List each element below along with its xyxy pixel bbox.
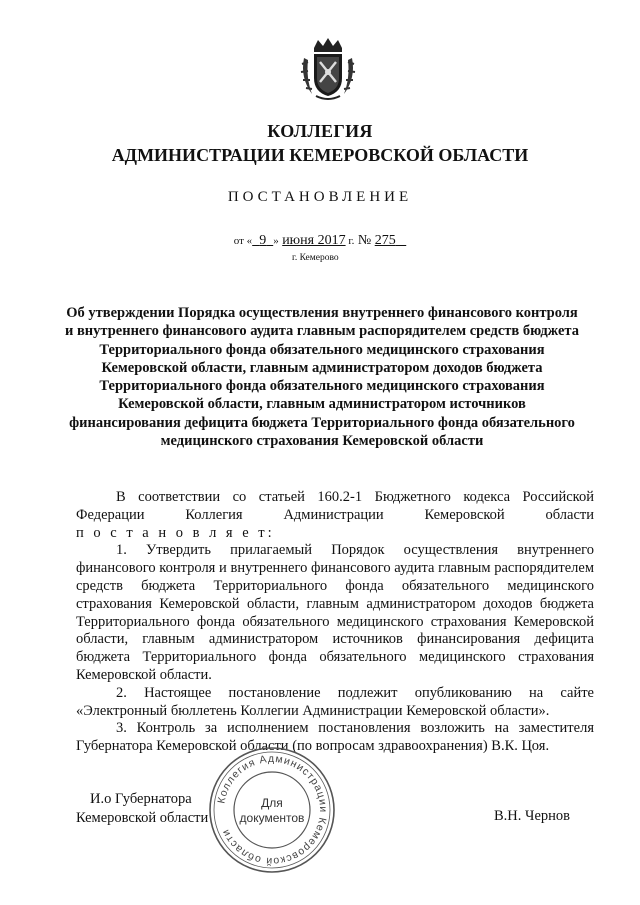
stamp-center-line2: документов: [239, 811, 305, 825]
document-month-year: июня 2017: [282, 233, 346, 248]
organization-name-line1: КОЛЛЕГИЯ: [267, 121, 373, 141]
organization-name-line2: АДМИНИСТРАЦИИ КЕМЕРОВСКОЙ ОБЛАСТИ: [111, 145, 529, 165]
resolves-line: п о с т а н о в л я е т:: [76, 524, 275, 541]
document-day: 9: [259, 233, 267, 248]
document-date-number: от « 9 » июня 2017 г. № 275: [0, 233, 640, 249]
stamp-ring-text: Коллегия Администрации Кемеровской области: [215, 752, 330, 868]
signatory-position: [76, 790, 208, 828]
document-number: 275: [374, 233, 396, 248]
document-type: ПОСТАНОВЛЕНИЕ: [227, 189, 413, 205]
item-1-paragraph: 1. Утвердить прилагаемый Порядок осуществления внутреннего финансового контроля и внутреннего финансового аудита главным распорядителем средств бюджета Территориального фонда обязательного медицинского страхования Кемеровской области, главным администратором доходов бюджета Территориального фонда обязательного медицинского страхования Кемеровской области, главным администратором источников финансирования дефицита бюджета Территориального фонда обязательного медицинского страхования Кемеровской области.: [76, 542, 594, 683]
signatory-name: В.Н. Чернов: [494, 808, 570, 824]
kemerovo-coat-of-arms-icon: [298, 38, 358, 102]
stamp-center-line1: Для: [261, 796, 283, 810]
document-body: [76, 489, 594, 756]
position-line2: Кемеровской области: [76, 810, 209, 826]
item-3-paragraph: 3. Контроль за исполнением постановления возложить на заместителя Губернатора Кемеровской области (по вопросам здравоохранения) В.К. Цоя.: [76, 720, 594, 755]
position-line1: И.о Губернатора: [90, 791, 192, 807]
document-title: Об утверждении Порядка осуществления внутреннего финансового контроля и внутреннего финансового аудита главным распорядителем средств бюджета Территориального фонда обязательного медицинского страхования Кемеровской области, главным администратором доходов бюджета Территориального фонда обязательного медицинского страхования Кемеровской области, главным администратором источников финансирования дефицита бюджета Территориального фонда обязательного медицинского страхования Кемеровской области: [65, 305, 579, 450]
document-city: г. Кемерово: [292, 253, 339, 263]
preamble-paragraph: В соответствии со статьей 160.2-1 Бюджетного кодекса Российской Федерации Коллегия Администрации Кемеровской области: [76, 489, 594, 523]
round-official-stamp-icon: [207, 745, 337, 875]
item-2-paragraph: 2. Настоящее постановление подлежит опубликованию на сайте «Электронный бюллетень Коллегии Администрации Кемеровской области».: [76, 684, 594, 719]
